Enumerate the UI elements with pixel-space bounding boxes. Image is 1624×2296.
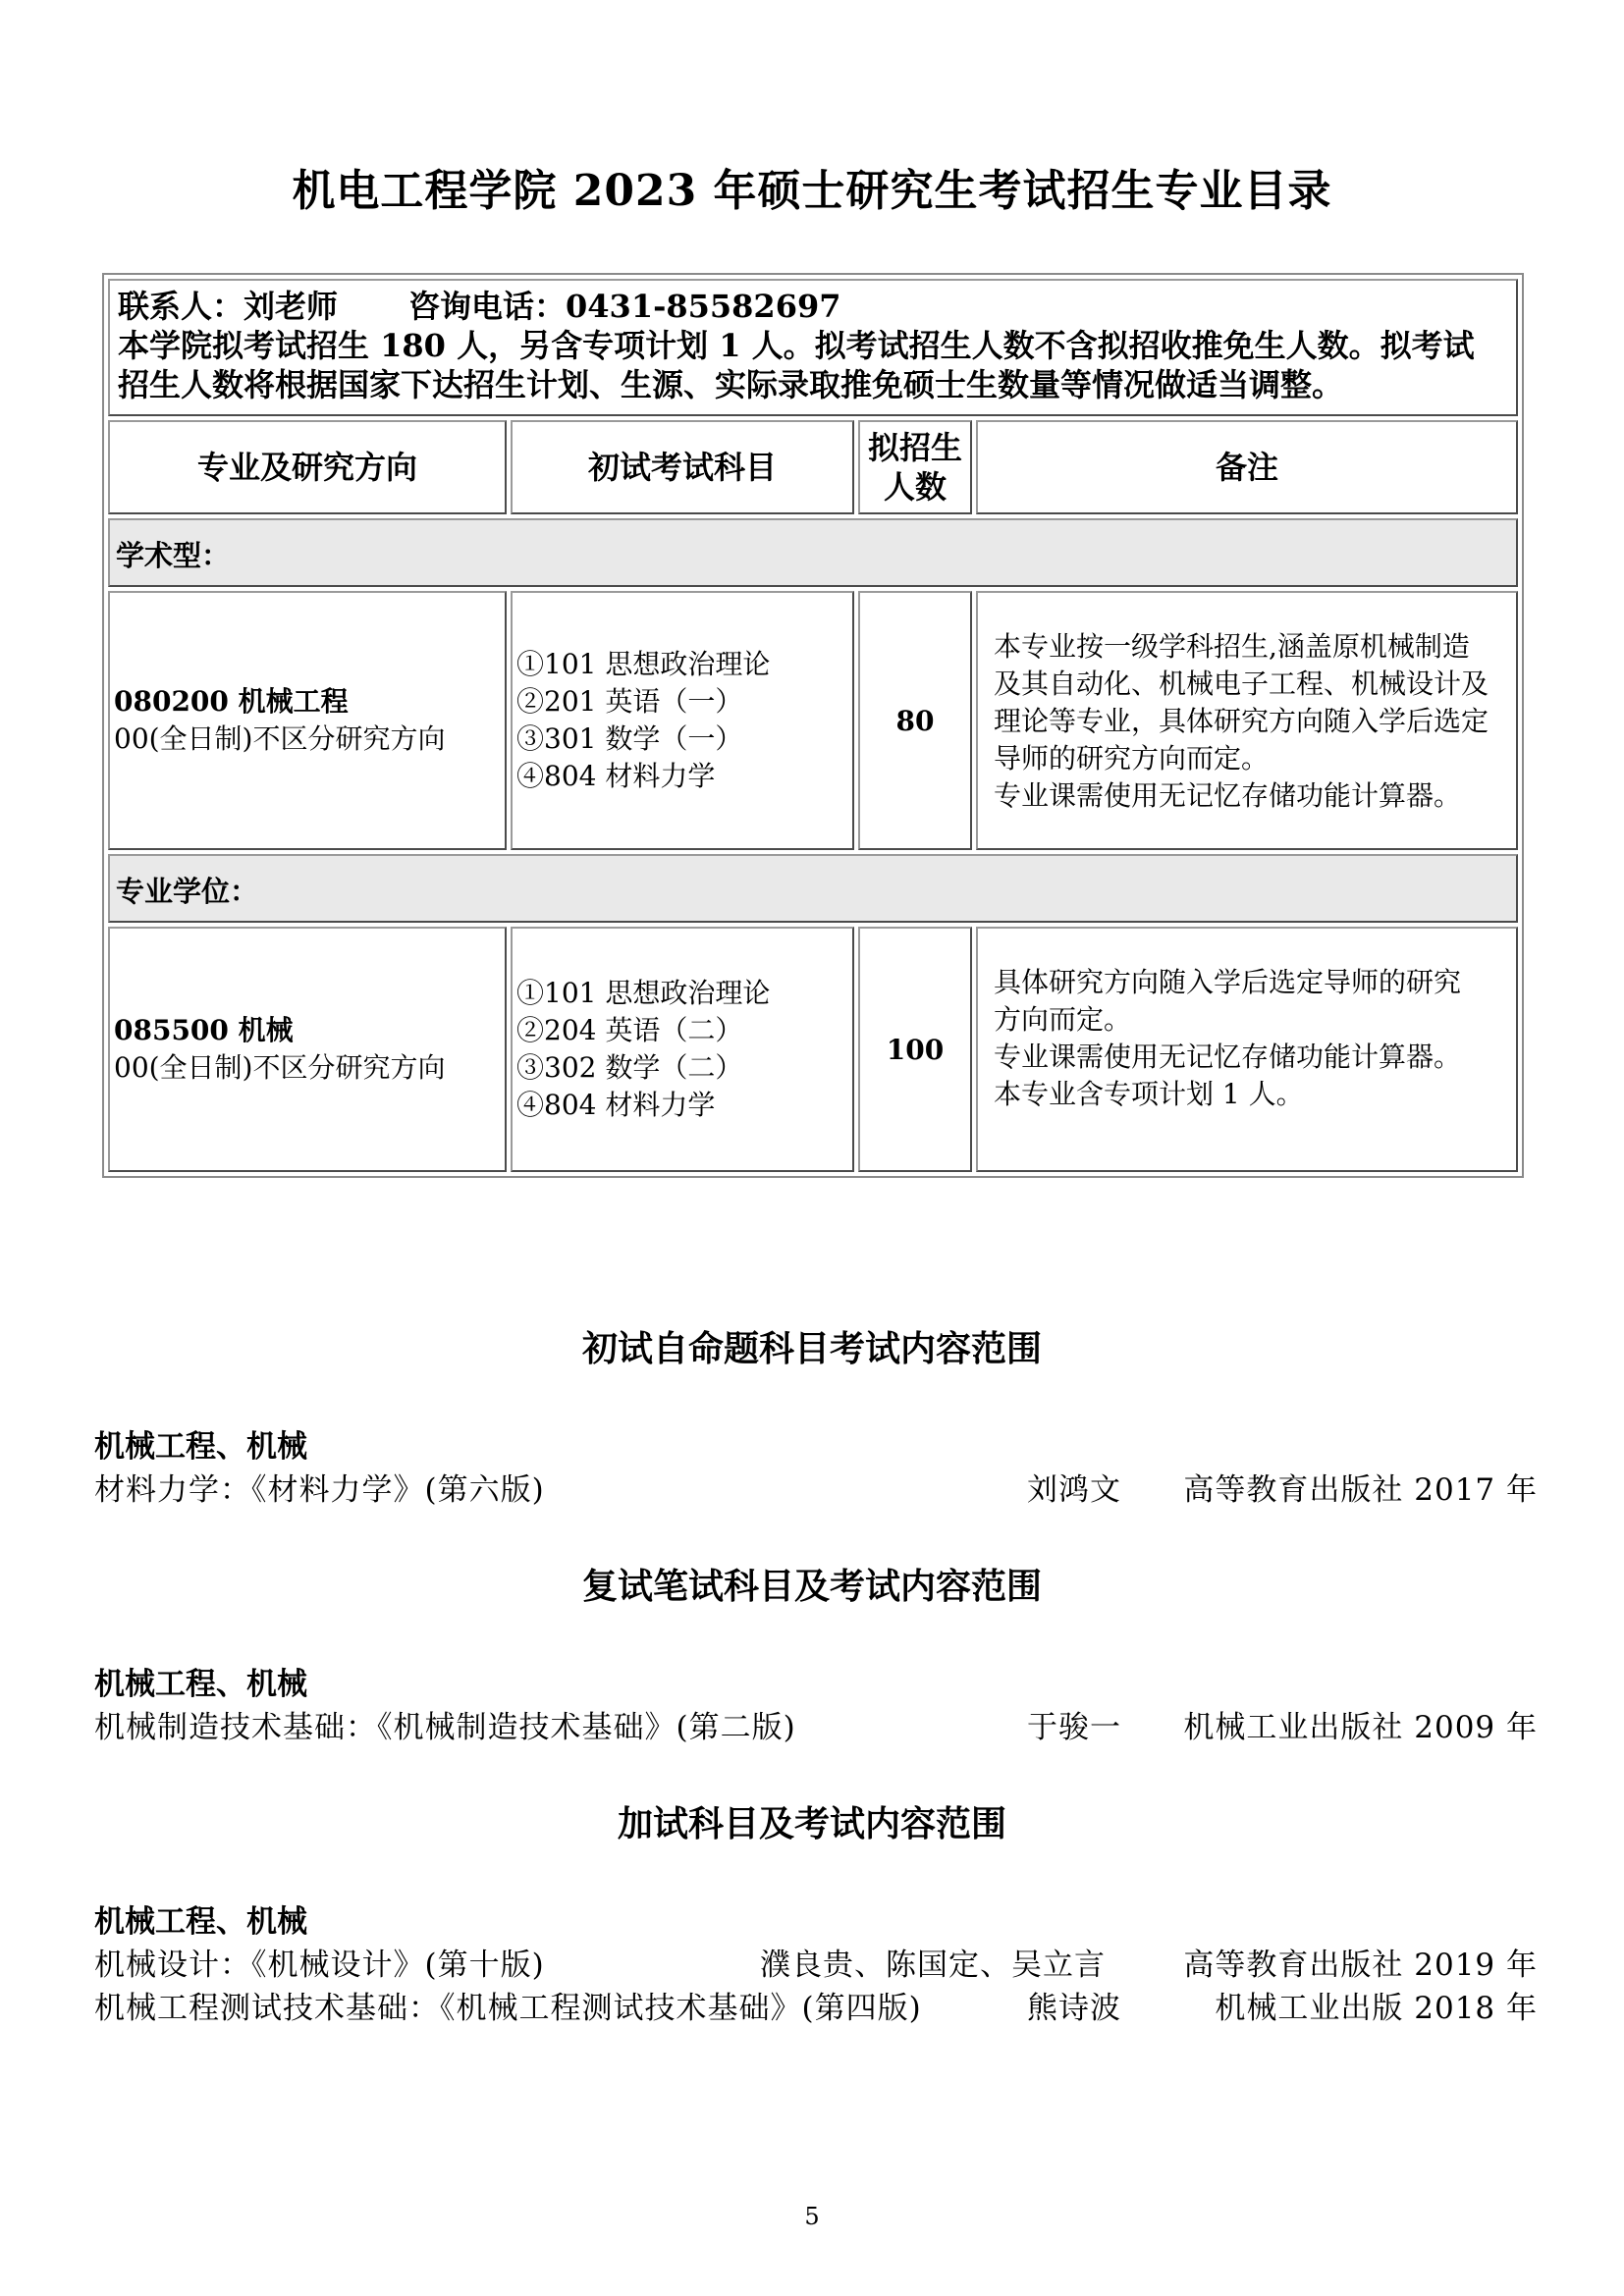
book-author: 于骏一 <box>1027 1710 1121 1745</box>
remarks-cell: 具体研究方向随入学后选定导师的研究 方向而定。 专业课需使用无记忆存储功能计算器。 本专业含专项计划 1 人。 <box>976 927 1518 1172</box>
subject-item: ②204 英语（二） <box>516 1014 743 1046</box>
book-author: 刘鸿文 <box>1027 1472 1121 1508</box>
subject-item: ③302 数学（二） <box>516 1051 743 1084</box>
section-label-professional: 专业学位： <box>108 854 1518 923</box>
contact-phone: 咨询电话：0431-85582697 <box>408 288 841 325</box>
enrollment-note-line1: 本学院拟考试招生 180 人，另含专项计划 1 人。拟考试招生人数不含拟招收推免生人数。拟考试 <box>118 327 1475 364</box>
contact-person: 联系人：刘老师 <box>118 288 339 325</box>
page-number: 5 <box>804 2203 820 2230</box>
subject-item: ④804 材料力学 <box>516 1089 716 1121</box>
book-author: 熊诗波 <box>1027 1991 1121 2026</box>
book-publisher: 高等教育出版社 2019 年 <box>1183 1948 1538 1983</box>
header-major: 专业及研究方向 <box>108 420 507 514</box>
major-cell <box>108 591 507 850</box>
book-title: 材料力学：《材料力学》(第六版) <box>94 1472 545 1508</box>
major-name: 080200 机械工程 <box>114 685 349 718</box>
subject-item: ①101 思想政治理论 <box>516 648 771 680</box>
remarks-cell: 本专业按一级学科招生,涵盖原机械制造 及其自动化、机械电子工程、机械设计及 理论等专业，具体研究方向随入学后选定 导师的研究方向而定。 专业课需使用无记忆存储功能计算器。 <box>976 591 1518 850</box>
book-publisher: 机械工业出版社 2009 年 <box>1183 1710 1538 1745</box>
subject-item: ②201 英语（一） <box>516 685 743 718</box>
subjects-cell <box>511 591 854 850</box>
major-name: 085500 机械 <box>114 1014 294 1046</box>
subject-item: ③301 数学（一） <box>516 722 743 755</box>
major-group-label: 机械工程、机械 <box>94 1429 307 1465</box>
book-publisher: 高等教育出版社 2017 年 <box>1183 1472 1538 1508</box>
header-remarks: 备注 <box>976 420 1518 514</box>
contact-info-cell <box>108 279 1518 416</box>
book-publisher: 机械工业出版 2018 年 <box>1215 1991 1538 2026</box>
book-title: 机械制造技术基础：《机械制造技术基础》(第二版) <box>94 1710 796 1745</box>
major-group-label: 机械工程、机械 <box>94 1667 307 1702</box>
major-cell <box>108 927 507 1172</box>
section-title-retest-exam: 复试笔试科目及考试内容范围 <box>581 1566 1042 1607</box>
major-group-label: 机械工程、机械 <box>94 1904 307 1940</box>
book-author: 濮良贵、陈国定、吴立言 <box>760 1948 1106 1983</box>
subject-item: ④804 材料力学 <box>516 760 716 792</box>
enrollment-table <box>102 273 1524 1178</box>
enrollment-note-line2: 招生人数将根据国家下达招生计划、生源、实际录取推免硕士生数量等情况做适当调整。 <box>118 366 1344 403</box>
book-title: 机械设计：《机械设计》(第十版) <box>94 1948 545 1983</box>
quota-cell: 100 <box>858 927 972 1172</box>
page-title: 机电工程学院 2023 年硕士研究生考试招生专业目录 <box>292 166 1332 216</box>
subject-item: ①101 思想政治理论 <box>516 977 771 1009</box>
subjects-cell <box>511 927 854 1172</box>
book-title: 机械工程测试技术基础：《机械工程测试技术基础》(第四版) <box>94 1991 922 2026</box>
section-title-additional-exam: 加试科目及考试内容范围 <box>617 1803 1006 1844</box>
header-quota: 拟招生 人数 <box>858 420 972 514</box>
section-label-academic: 学术型： <box>108 518 1518 587</box>
header-subjects: 初试考试科目 <box>511 420 854 514</box>
major-direction: 00(全日制)不区分研究方向 <box>114 722 446 755</box>
major-direction: 00(全日制)不区分研究方向 <box>114 1051 446 1084</box>
section-title-initial-exam: 初试自命题科目考试内容范围 <box>581 1328 1042 1369</box>
quota-cell: 80 <box>858 591 972 850</box>
